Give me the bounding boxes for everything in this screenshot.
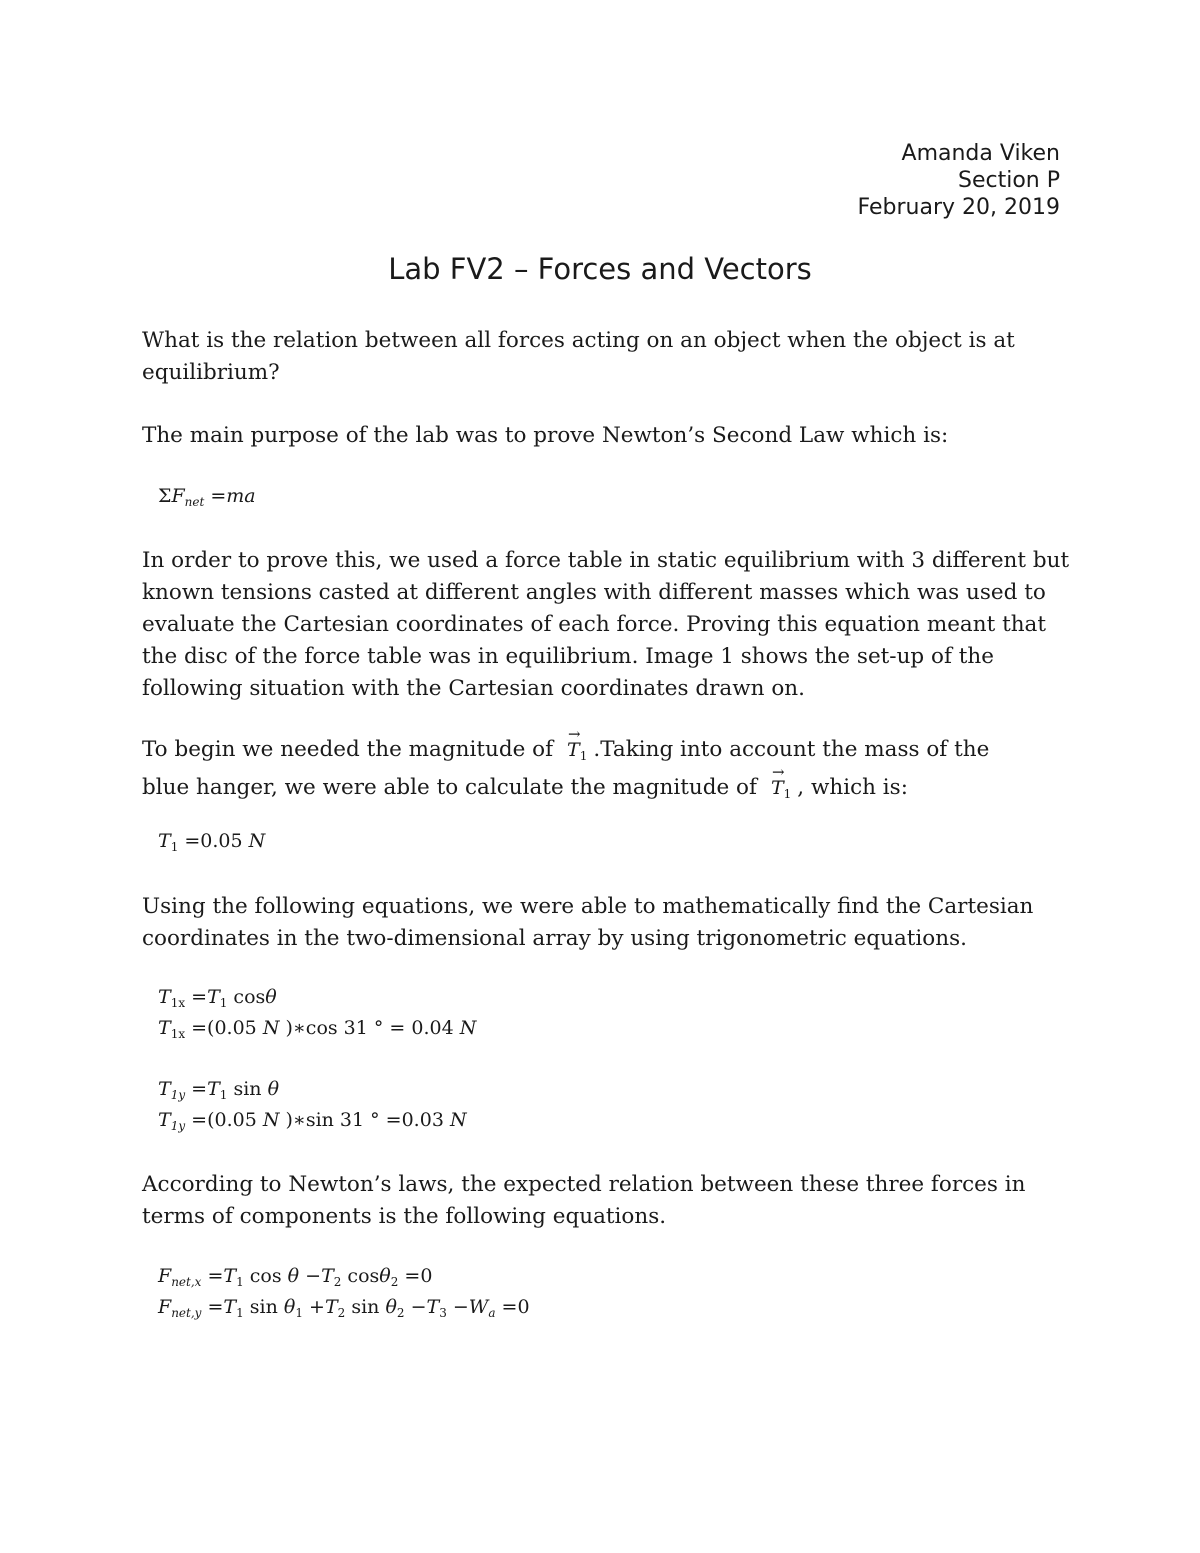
begin-text-3: blue hanger, we were able to calculate the magnitude of xyxy=(142,775,757,800)
vector-t1-symbol-2: → $T_1$ xyxy=(770,763,792,801)
author-name: Amanda Viken xyxy=(901,141,1060,166)
equation-newton-second-law: $\Sigma F_{net} =ma$ xyxy=(158,485,256,509)
paragraph-begin xyxy=(142,725,1072,810)
equation-fnet-x: $F_{net,x} =T_1$ $\cos \theta -T_2$ cosθ$_2$ =0 xyxy=(158,1265,433,1289)
paragraph-using: Using the following equations, we were able to mathematically find the Cartesian coordinates in the two-dimensional array by using trigonometric equations. xyxy=(142,894,1034,951)
paragraph-question: What is the relation between all forces acting on an object when the object is at equilibrium? xyxy=(142,328,1015,385)
begin-text-4: , which is: xyxy=(797,775,908,800)
equation-t1x-formula: $T_{1x} =T_1$ cosθ xyxy=(158,986,277,1010)
section-label: Section P xyxy=(958,168,1060,193)
equation-t1y-formula: $T_{1y} =T_1$ sin θ xyxy=(158,1078,280,1102)
paragraph-according: According to Newton’s laws, the expected relation between these three forces in terms of components is the following equations. xyxy=(142,1172,1026,1229)
paragraph-purpose: The main purpose of the lab was to prove Newton’s Second Law which is: xyxy=(142,423,949,448)
document-title: Lab FV2 – Forces and Vectors xyxy=(388,252,812,286)
equation-t1-value: $T_1 =0.05$ N xyxy=(158,830,266,854)
equation-t1x-value: $T_{1x} =(0.05$ N )∗cos 31 ° = 0.04 N xyxy=(158,1017,477,1041)
report-date: February 20, 2019 xyxy=(857,195,1060,220)
equation-t1y-value: $T_{1y} =(0.05$ N )∗sin 31 ° =0.03 N xyxy=(158,1109,467,1133)
vector-t1-symbol: → $T_1$ xyxy=(567,725,588,763)
equation-fnet-y: $F_{net,y} =T_1$ $\sin \theta_1 +T_2$ $\sin \theta_2 -T_3 -W_a =0$ xyxy=(158,1296,530,1320)
begin-text-1: To begin we needed the magnitude of xyxy=(142,737,554,762)
header-block xyxy=(858,140,1060,221)
begin-text-2: .Taking into account the mass of the xyxy=(593,737,990,762)
paragraph-method: In order to prove this, we used a force table in static equilibrium with 3 different but known tensions casted at different angles with different masses which was used to evaluate the Cartesian coordinates of each force. Proving this equation meant that the disc of the force table was in equilibrium. Image 1 shows the set-up of the following situation with the Cartesian coordinates drawn on. xyxy=(142,548,1070,701)
